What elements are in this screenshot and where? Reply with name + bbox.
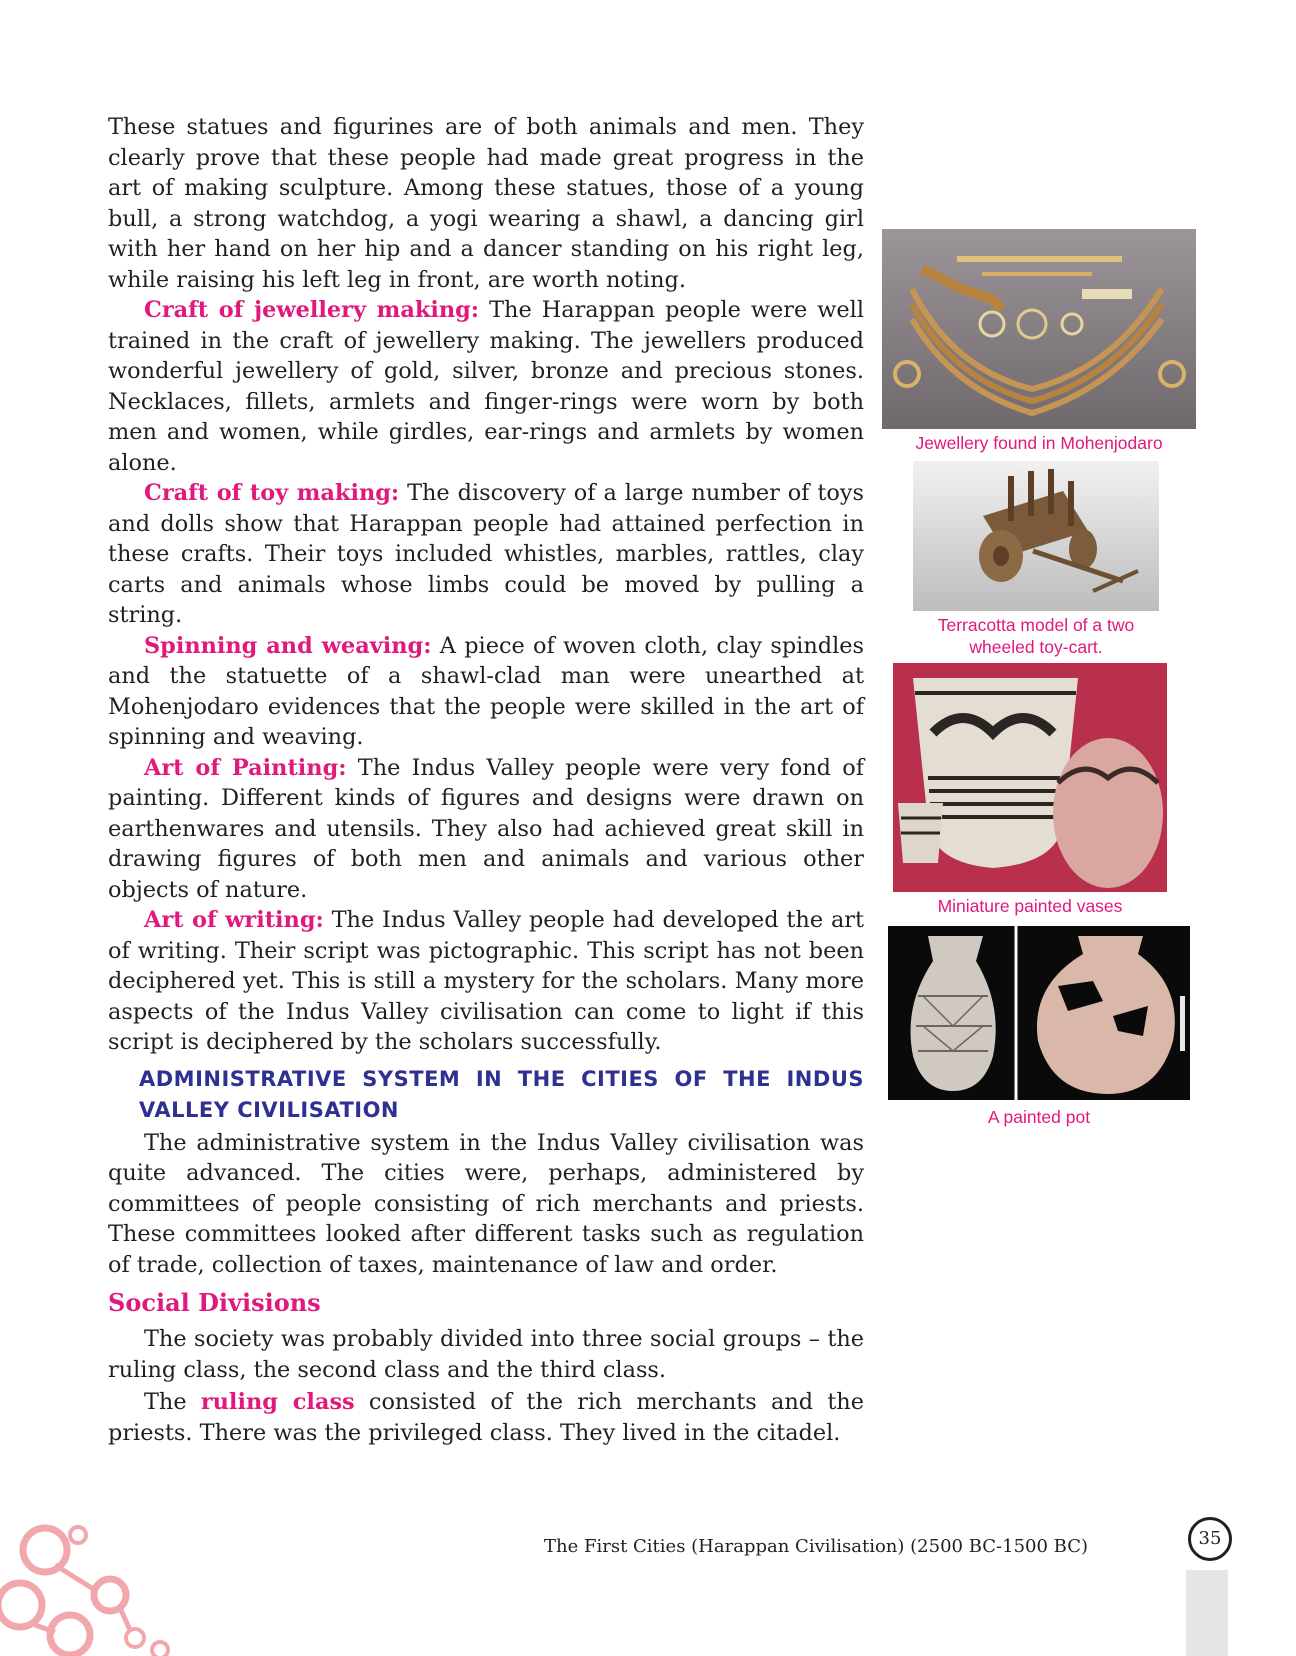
painted-vases-photo: [893, 663, 1167, 892]
jewellery-text: The Harappan people were well trained in the craft of jewellery making. The jewellers produced wonderful jewellery of gold, silver, bronze and precious stones. Necklaces, fillets, armlets and finger-rings were worn by both men and women, while girdles, ear-rings and armlets by women alone.: [108, 297, 864, 476]
painted-pot-photo: [888, 926, 1190, 1100]
paragraph-jewellery: [108, 295, 864, 478]
paragraph-ruling-class: [108, 1387, 864, 1448]
paragraph-writing: [108, 905, 864, 1058]
jewellery-heading: Craft of jewellery making:: [144, 297, 480, 323]
toy-cart-caption-line2: wheeled toy-cart.: [969, 637, 1103, 657]
painted-vases-illustration: [893, 663, 1167, 892]
jewellery-illustration: [882, 229, 1196, 429]
main-text-column: [108, 112, 864, 1448]
decorative-circles: [0, 1520, 180, 1656]
painted-pot-caption: A painted pot: [987, 1107, 1091, 1127]
paragraph-social: The society was probably divided into three social groups – the ruling class, the second class and the third class.: [108, 1326, 864, 1383]
spinning-heading: Spinning and weaving:: [144, 632, 432, 659]
toy-cart-caption-line1: Terracotta model of a two: [937, 615, 1135, 635]
toy-cart-illustration: [913, 461, 1159, 611]
paragraph-administrative: The administrative system in the Indus Valley civilisation was quite advanced. The cities were, perhaps, administered by committees of people consisting of rich merchants and priests. These committees looked after different tasks such as regulation of trade, collection of taxes, maintenance of law and order.: [108, 1129, 864, 1278]
footer-chapter-title: The First Cities (Harappan Civilisation) (2500 BC-1500 BC): [544, 1536, 1088, 1557]
writing-heading: Art of writing:: [144, 907, 324, 933]
paragraph-spinning: [108, 631, 864, 753]
jewellery-caption: Jewellery found in Mohenjodaro: [915, 433, 1163, 453]
toy-cart-photo: [913, 461, 1159, 611]
painted-vases-caption: Miniature painted vases: [937, 896, 1123, 916]
page-number: 35: [1188, 1517, 1232, 1561]
painted-pot-illustration: [888, 926, 1190, 1100]
jewellery-photo: [882, 229, 1196, 429]
painting-heading: Art of Painting:: [144, 754, 347, 781]
writing-text: The Indus Valley people had developed the art of writing. Their script was pictographic. This script has not been deciphered yet. This is still a mystery for the scholars. Many more aspects of the Indus Valley civilisation can come to light if this script is deciphered by the scholars successfully.: [108, 907, 865, 1055]
toy-heading: Craft of toy making:: [144, 480, 400, 506]
paragraph-painting: [108, 753, 864, 906]
page-tab: [1186, 1570, 1228, 1656]
toy-cart-caption: [900, 614, 1172, 658]
ruling-post: consisted of the rich merchants and the priests. There was the privileged class. They lived in the citadel.: [108, 1389, 864, 1446]
ruling-pre: The: [144, 1389, 201, 1415]
paragraph-toys: [108, 478, 864, 631]
painting-text: The Indus Valley people were very fond of painting. Different kinds of figures and designs were drawn on earthenwares and utensils. They also had achieved great skill in drawing figures of both men and animals and various other objects of nature.: [108, 754, 864, 903]
spinning-text: A piece of woven cloth, clay spindles and the statuette of a shawl-clad man were unearthed at Mohenjodaro evidences that the people were skilled in the art of spinning and weaving.: [108, 632, 865, 750]
social-divisions-heading: Social Divisions: [108, 1288, 321, 1317]
paragraph-sculpture: These statues and figurines are of both animals and men. They clearly prove that these people had made great progress in the art of making sculpture. Among these statues, those of a young bull, a strong watchdog, a yogi wearing a shawl, a dancing girl with her hand on her hip and a dancer standing on his right leg, while raising his left leg in front, are worth noting.: [108, 114, 864, 293]
section-heading-administrative: ADMINISTRATIVE SYSTEM IN THE CITIES OF THE INDUS VALLEY CIVILISATION: [139, 1066, 864, 1122]
ruling-class-keyword: ruling class: [200, 1389, 355, 1415]
toy-text: The discovery of a large number of toys and dolls show that Harappan people had attained perfection in these crafts. Their toys included whistles, marbles, rattles, clay carts and animals whose limbs could be moved by pulling a string.: [108, 480, 864, 628]
